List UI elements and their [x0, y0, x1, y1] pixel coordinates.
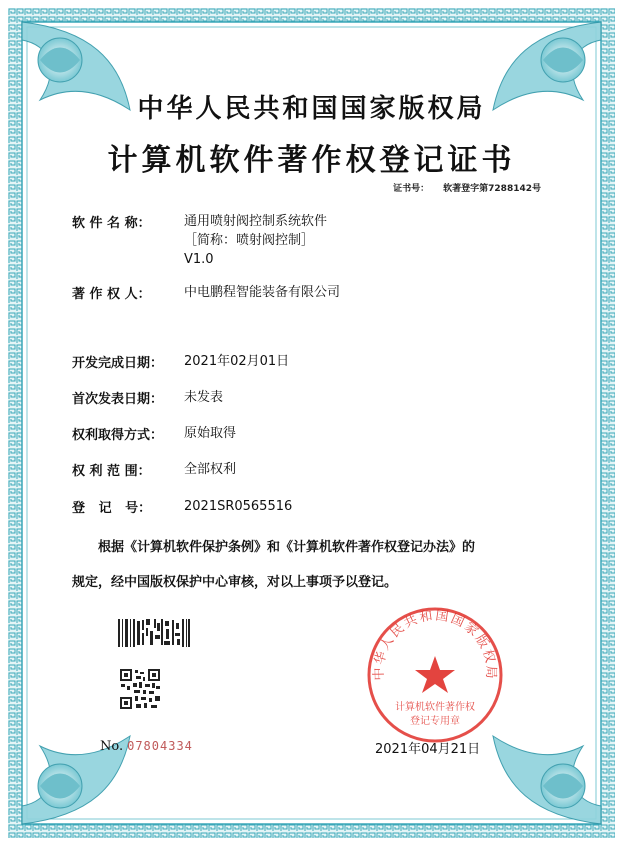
- field-copyright-owner: [72, 283, 340, 302]
- serial-number-label: No.: [100, 739, 124, 754]
- certificate-number-value: 软著登字第7288142号: [443, 184, 541, 194]
- barcode-image: [117, 617, 191, 649]
- software-name: 通用喷射阀控制系统软件: [184, 214, 328, 229]
- field-registration-number: [72, 497, 292, 516]
- field-value: 全部权利: [184, 462, 237, 477]
- official-seal: [360, 600, 510, 750]
- field-value: 2021年02月01日: [184, 354, 290, 369]
- field-label: 权利取得方式：: [72, 428, 164, 443]
- field-value: [184, 212, 327, 269]
- statement-line-1: 根据《计算机软件保护条例》和《计算机软件著作权登记办法》的: [98, 540, 476, 555]
- certificate-title: 计算机软件著作权登记证书: [107, 143, 516, 178]
- field-software-name: [72, 212, 327, 269]
- field-value: 中电鹏程智能装备有限公司: [184, 285, 341, 300]
- statement-line-2: 规定，经中国版权保护中心审核，对以上事项予以登记。: [72, 575, 398, 590]
- field-value: 2021SR0565516: [184, 499, 293, 514]
- field-label: 开发完成日期：: [72, 356, 164, 371]
- issue-date: 2021年04月21日: [375, 742, 481, 757]
- software-short-name: ［简称：喷射阀控制］: [184, 233, 315, 248]
- seal-ring-text: 中华人民共和国国家版权局: [371, 608, 499, 681]
- field-label: 首次发表日期：: [72, 392, 164, 407]
- serial-number: [100, 739, 193, 754]
- qr-code-image: [119, 668, 161, 710]
- field-first-publish-date: [72, 388, 223, 407]
- software-version: V1.0: [184, 252, 214, 267]
- field-acquisition-method: [72, 424, 236, 443]
- field-rights-scope: [72, 460, 236, 479]
- field-label: 登 记 号：: [72, 501, 152, 516]
- serial-number-value: 07804334: [127, 739, 193, 753]
- field-value: 原始取得: [184, 426, 237, 441]
- seal-line-1: 计算机软件著作权: [395, 702, 475, 713]
- field-value: 未发表: [184, 390, 224, 405]
- seal-line-2: 登记专用章: [410, 716, 460, 727]
- seal-star-icon: [415, 656, 455, 693]
- issuing-authority: 中华人民共和国国家版权局: [137, 94, 486, 124]
- certificate-number: [393, 181, 541, 194]
- field-label: 软 件 名 称：: [72, 216, 151, 231]
- field-label: 著 作 权 人：: [72, 287, 151, 302]
- field-dev-completion-date: [72, 352, 289, 371]
- field-label: 权 利 范 围：: [72, 464, 151, 479]
- certificate-number-label: 证书号：: [393, 184, 430, 194]
